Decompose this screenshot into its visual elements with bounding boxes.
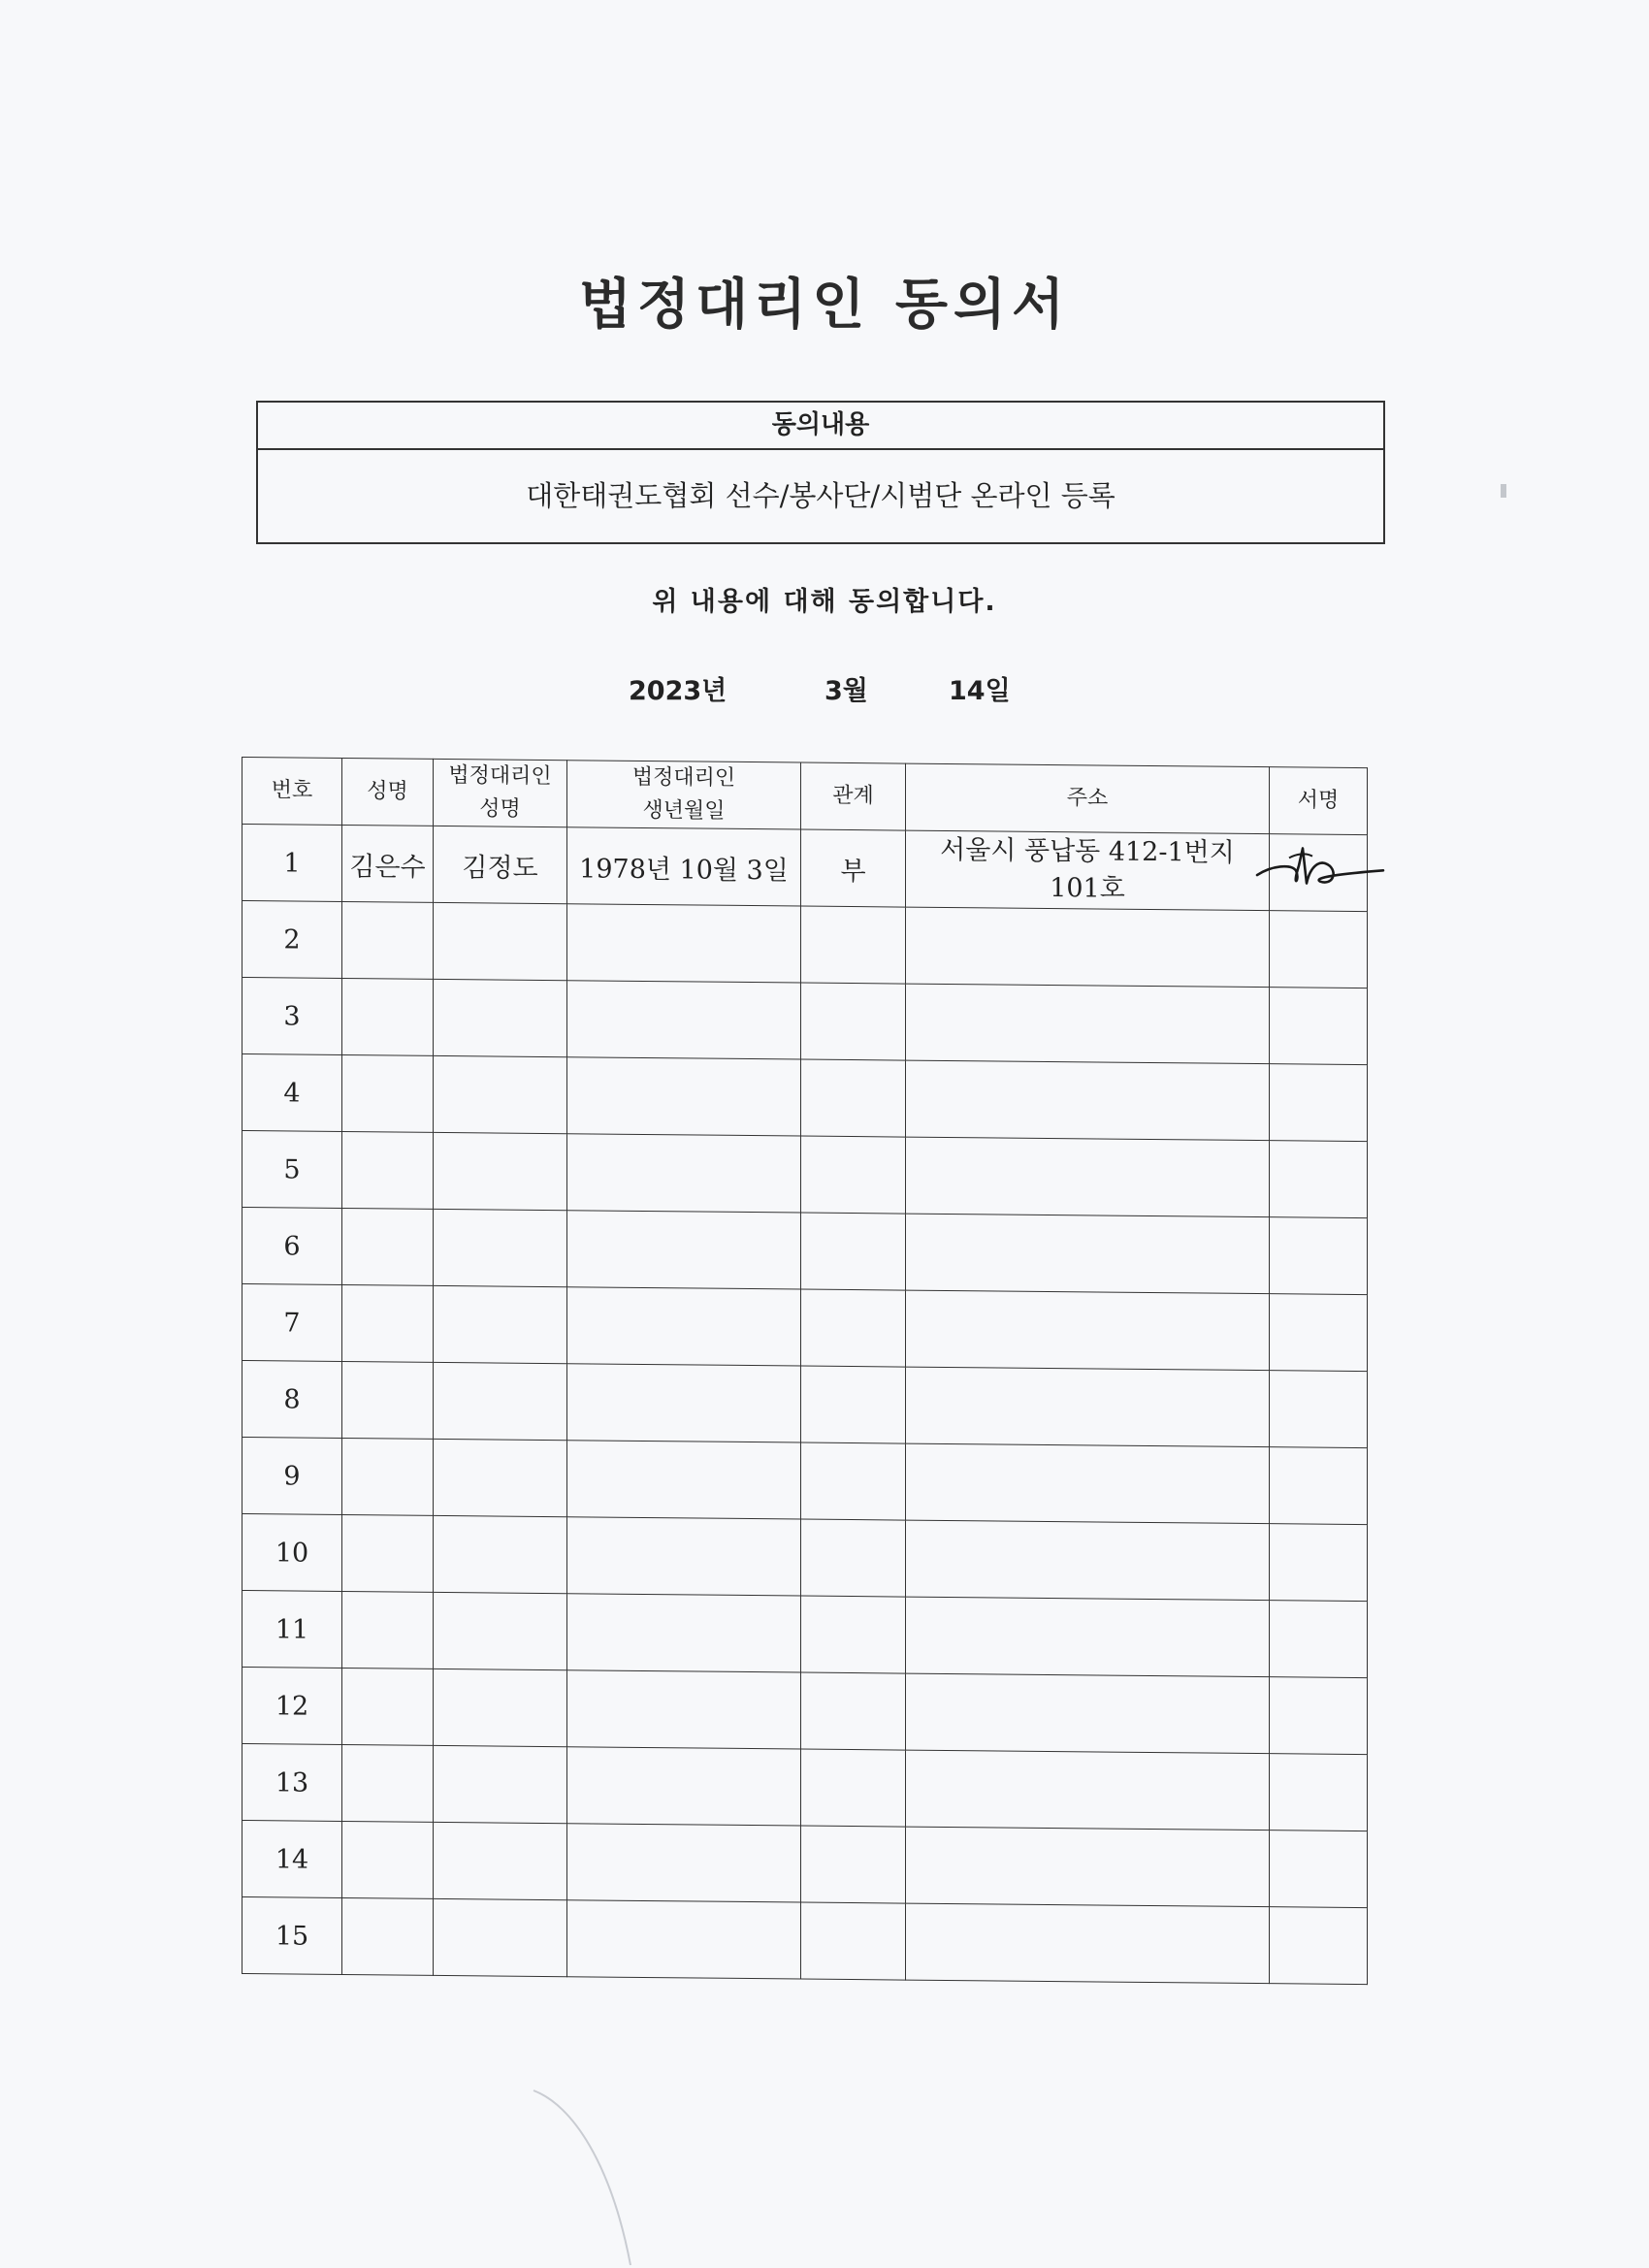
address-line1: 서울시 풍납동 412-1번지 bbox=[940, 834, 1235, 868]
cell-relation bbox=[801, 1826, 906, 1903]
consent-header: 동의내용 bbox=[258, 403, 1383, 450]
cell-signature bbox=[1270, 834, 1368, 912]
cell-guardian-name bbox=[434, 902, 567, 980]
header-guardian-birth bbox=[567, 761, 801, 829]
row-number: 15 bbox=[242, 1897, 342, 1975]
cell-name bbox=[342, 1054, 434, 1132]
header-signature: 서명 bbox=[1270, 767, 1368, 835]
table-row bbox=[242, 1131, 1368, 1218]
cell-address bbox=[906, 1367, 1270, 1447]
cell-name bbox=[342, 1514, 434, 1592]
cell-signature bbox=[1270, 1294, 1368, 1372]
cell-relation bbox=[801, 1749, 906, 1827]
cell-address bbox=[906, 1137, 1270, 1217]
cell-relation bbox=[801, 1289, 906, 1367]
row-number: 8 bbox=[242, 1361, 342, 1439]
header-guardian-name-line2: 성명 bbox=[479, 796, 521, 822]
cell-name bbox=[342, 901, 434, 979]
header-guardian-name bbox=[434, 759, 567, 826]
row-number: 3 bbox=[242, 978, 342, 1055]
header-no: 번호 bbox=[242, 758, 342, 826]
row-number: 9 bbox=[242, 1438, 342, 1515]
cell-address bbox=[906, 1520, 1270, 1601]
cell-guardian-birth bbox=[567, 1670, 801, 1749]
header-address: 주소 bbox=[906, 763, 1270, 834]
cell-guardian-birth bbox=[567, 1824, 801, 1902]
cell-guardian-name bbox=[434, 1515, 567, 1593]
cell-guardian-birth bbox=[567, 1900, 801, 1979]
cell-name: 김은수 bbox=[342, 825, 434, 902]
cell-guardian-name: 김정도 bbox=[434, 826, 567, 903]
header-guardian-birth-line1: 법정대리인 bbox=[631, 764, 736, 791]
cell-name bbox=[342, 1284, 434, 1362]
table-row bbox=[242, 1361, 1368, 1448]
table-row bbox=[242, 1668, 1368, 1755]
cell-guardian-birth bbox=[567, 1057, 801, 1136]
cell-guardian-birth bbox=[567, 1747, 801, 1826]
cell-name bbox=[342, 1438, 434, 1515]
cell-guardian-birth bbox=[567, 1594, 801, 1672]
row-number: 14 bbox=[242, 1821, 342, 1898]
cell-address bbox=[906, 1443, 1270, 1524]
header-relation: 관계 bbox=[801, 762, 906, 830]
cell-signature bbox=[1270, 1754, 1368, 1831]
header-name: 성명 bbox=[342, 758, 434, 826]
header-guardian-birth-line2: 생년월일 bbox=[642, 797, 726, 824]
cell-signature bbox=[1270, 1371, 1368, 1448]
cell-relation bbox=[801, 1366, 906, 1443]
table-row bbox=[242, 1054, 1368, 1142]
cell-guardian-birth: 1978년 10월 3일 bbox=[567, 827, 801, 906]
cell-relation bbox=[801, 1672, 906, 1750]
row-number: 10 bbox=[242, 1514, 342, 1592]
table-row bbox=[242, 978, 1368, 1065]
guardian-table bbox=[242, 757, 1368, 1985]
cell-name bbox=[342, 1897, 434, 1975]
cell-guardian-name bbox=[434, 1669, 567, 1746]
cell-name bbox=[342, 1208, 434, 1285]
handwritten-signature bbox=[1252, 836, 1388, 905]
cell-signature bbox=[1270, 1141, 1368, 1218]
cell-relation bbox=[801, 1902, 906, 1980]
cell-signature bbox=[1270, 1831, 1368, 1908]
cell-guardian-birth bbox=[567, 981, 801, 1059]
header-guardian-name-line1: 법정대리인 bbox=[448, 763, 552, 790]
cell-signature bbox=[1270, 1677, 1368, 1755]
cell-guardian-birth bbox=[567, 904, 801, 983]
cell-address bbox=[906, 907, 1270, 988]
cell-address bbox=[906, 1597, 1270, 1677]
cell-relation bbox=[801, 1442, 906, 1520]
cell-relation bbox=[801, 983, 906, 1060]
cell-guardian-name bbox=[434, 1209, 567, 1286]
row-number: 1 bbox=[242, 825, 342, 902]
table-row bbox=[242, 1591, 1368, 1678]
cell-relation: 부 bbox=[801, 829, 906, 907]
cell-address bbox=[906, 1290, 1270, 1371]
cell-signature bbox=[1270, 1217, 1368, 1295]
cell-guardian-name bbox=[434, 1439, 567, 1516]
table-header-row bbox=[242, 758, 1368, 835]
cell-signature bbox=[1270, 1447, 1368, 1525]
row-number: 12 bbox=[242, 1668, 342, 1745]
cell-relation bbox=[801, 906, 906, 984]
table-row bbox=[242, 1897, 1368, 1985]
table-row bbox=[242, 825, 1368, 912]
row-number: 11 bbox=[242, 1591, 342, 1669]
scan-fold-mark bbox=[524, 2086, 640, 2268]
cell-signature bbox=[1270, 988, 1368, 1065]
cell-address bbox=[906, 1673, 1270, 1754]
cell-name bbox=[342, 978, 434, 1055]
cell-address bbox=[906, 1750, 1270, 1831]
cell-relation bbox=[801, 1519, 906, 1597]
cell-address bbox=[906, 1903, 1270, 1984]
cell-guardian-name bbox=[434, 979, 567, 1056]
cell-guardian-birth bbox=[567, 1517, 801, 1596]
cell-signature bbox=[1270, 911, 1368, 988]
consent-box bbox=[256, 401, 1385, 544]
cell-guardian-name bbox=[434, 1055, 567, 1133]
table-row bbox=[242, 901, 1368, 988]
cell-guardian-name bbox=[434, 1132, 567, 1210]
row-number: 6 bbox=[242, 1208, 342, 1285]
cell-guardian-birth bbox=[567, 1211, 801, 1289]
row-number: 4 bbox=[242, 1054, 342, 1132]
table-row bbox=[242, 1438, 1368, 1525]
cell-guardian-name bbox=[434, 1745, 567, 1823]
cell-relation bbox=[801, 1596, 906, 1673]
row-number: 13 bbox=[242, 1744, 342, 1822]
cell-relation bbox=[801, 1136, 906, 1214]
cell-address bbox=[906, 984, 1270, 1064]
cell-guardian-name bbox=[434, 1898, 567, 1976]
date-year: 2023년 bbox=[629, 676, 728, 706]
cell-guardian-name bbox=[434, 1592, 567, 1669]
cell-signature bbox=[1270, 1907, 1368, 1985]
cell-address bbox=[906, 1827, 1270, 1907]
date-day: 14일 bbox=[949, 676, 1011, 706]
cell-guardian-birth bbox=[567, 1441, 801, 1519]
table-row bbox=[242, 1514, 1368, 1602]
cell-relation bbox=[801, 1059, 906, 1137]
cell-relation bbox=[801, 1213, 906, 1290]
cell-name bbox=[342, 1361, 434, 1439]
cell-guardian-birth bbox=[567, 1287, 801, 1366]
consent-text: 대한태권도협회 선수/봉사단/시범단 온라인 등록 bbox=[526, 479, 1116, 512]
cell-address bbox=[906, 1060, 1270, 1141]
scan-speck bbox=[1499, 482, 1510, 502]
table-row bbox=[242, 1744, 1368, 1831]
cell-guardian-name bbox=[434, 1362, 567, 1440]
table-row bbox=[242, 1821, 1368, 1908]
date-month: 3월 bbox=[824, 676, 868, 706]
cell-name bbox=[342, 1131, 434, 1209]
row-number: 7 bbox=[242, 1284, 342, 1362]
row-number: 2 bbox=[242, 901, 342, 979]
cell-signature bbox=[1270, 1601, 1368, 1678]
cell-name bbox=[342, 1591, 434, 1669]
cell-address bbox=[906, 830, 1270, 911]
cell-guardian-name bbox=[434, 1285, 567, 1363]
table-row bbox=[242, 1284, 1368, 1372]
cell-name bbox=[342, 1821, 434, 1898]
cell-guardian-birth bbox=[567, 1134, 801, 1213]
document-title: 법정대리인 동의서 bbox=[578, 274, 1071, 337]
cell-address bbox=[906, 1214, 1270, 1294]
cell-guardian-name bbox=[434, 1822, 567, 1899]
table-row bbox=[242, 1208, 1368, 1295]
agree-statement: 위 내용에 대해 동의합니다. bbox=[652, 587, 997, 617]
cell-guardian-birth bbox=[567, 1364, 801, 1442]
cell-name bbox=[342, 1744, 434, 1822]
cell-signature bbox=[1270, 1524, 1368, 1602]
cell-signature bbox=[1270, 1064, 1368, 1142]
address-line2: 101호 bbox=[1050, 872, 1125, 904]
cell-name bbox=[342, 1668, 434, 1745]
row-number: 5 bbox=[242, 1131, 342, 1209]
